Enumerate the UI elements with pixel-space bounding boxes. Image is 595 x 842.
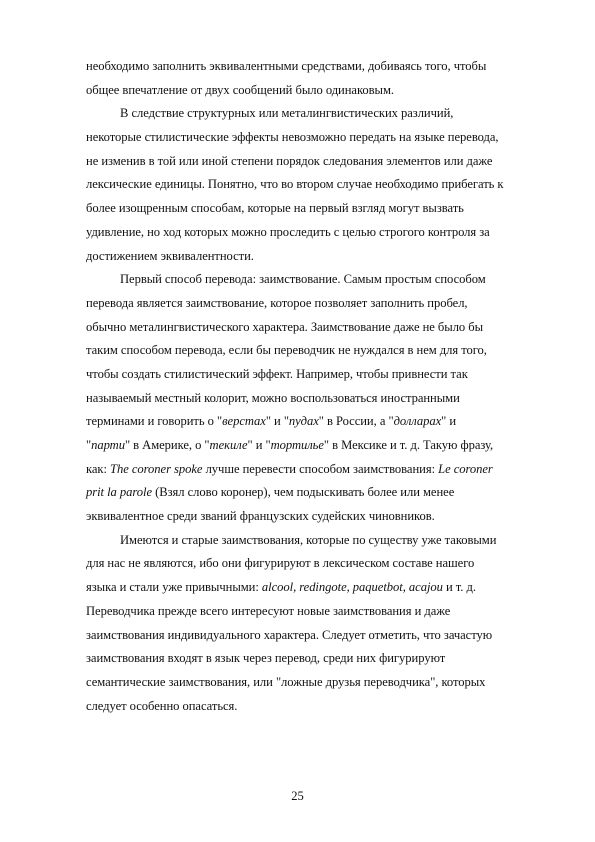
italic-example-english: The coroner spoke <box>110 461 203 476</box>
text-line: необходимо заполнить эквивалентными средствами, добиваясь того, чтобы <box>86 59 487 73</box>
text-line: эквивалентное среди званий французских судейских чиновников. <box>86 509 435 524</box>
paragraph-1 <box>86 55 536 102</box>
text-line: следует особенно опасаться. <box>86 698 238 713</box>
text-fragment: " в Америке, о " <box>124 438 210 452</box>
text-line: таким способом перевода, если бы переводчик не нуждался в нем для того, <box>86 343 487 358</box>
text-fragment: как: <box>86 461 111 476</box>
text-line: заимствования входят в язык через перевод, среди них фигурируют <box>86 651 446 666</box>
text-line: Переводчика прежде всего интересуют новые заимствования и даже <box>86 603 451 618</box>
italic-term: пудах <box>288 414 319 429</box>
text-line: семантические заимствования, или "ложные друзья переводчика", которых <box>86 674 486 689</box>
text-line: общее впечатление от двух сообщений было одинаковым. <box>86 82 394 97</box>
paragraph-3 <box>86 268 536 529</box>
text-fragment: " и " <box>265 414 289 429</box>
italic-example-french: prit la parole <box>86 485 153 500</box>
text-line: удивление, но ход которых можно проследить с целью строгого контроля за <box>86 224 490 239</box>
text-line: обычно металингвистического характера. Заимствование даже не было бы <box>86 319 484 334</box>
text-line <box>86 434 536 458</box>
text-line: Первый способ перевода: заимствование. Самым простым способом <box>120 272 486 287</box>
italic-example-french: Le coroner <box>438 461 493 476</box>
text-fragment: (Взял слово коронер), чем подыскивать более или менее <box>152 485 455 500</box>
text-fragment: " <box>86 438 92 452</box>
text-fragment: " и <box>441 414 457 429</box>
document-body <box>86 55 536 718</box>
italic-loanwords: alcool, redingote, paquetbot, acajou <box>261 580 443 595</box>
paragraph-4 <box>86 529 536 719</box>
text-line <box>86 458 536 482</box>
text-line: перевода является заимствование, которое позволяет заполнить пробел, <box>86 295 468 310</box>
text-line: некоторые стилистические эффекты невозможно передать на языке перевода, <box>86 130 499 145</box>
text-line: для нас не являются, ибо они фигурируют в лексическом составе нашего <box>86 556 475 571</box>
text-fragment: языка и стали уже привычными: <box>86 580 262 595</box>
text-fragment: " в России, а " <box>318 414 394 429</box>
text-fragment: терминами и говорить о " <box>86 414 223 429</box>
text-line: достижением эквивалентности. <box>86 248 254 263</box>
text-line: называемый местный колорит, можно воспользоваться иностранными <box>86 390 460 405</box>
text-fragment: " и " <box>247 438 271 452</box>
text-fragment: " в Мексике и т. д. Такую фразу, <box>323 438 494 452</box>
text-line: В следствие структурных или металингвистических различий, <box>120 106 454 121</box>
page-number: 25 <box>291 789 304 803</box>
text-line: лексические единицы. Понятно, что во втором случае необходимо прибегать к <box>86 177 504 192</box>
italic-term: долларах <box>393 414 442 429</box>
text-line: Имеются и старые заимствования, которые по существу уже таковыми <box>120 532 497 547</box>
italic-term: парти <box>91 438 125 452</box>
paragraph-2 <box>86 102 536 268</box>
text-line <box>86 410 536 434</box>
text-line: заимствования индивидуального характера. Следует отметить, что зачастую <box>86 627 493 642</box>
text-line <box>86 481 536 505</box>
italic-term: текиле <box>209 438 248 452</box>
italic-term: тортилье <box>270 438 324 452</box>
text-line: более изощренным способам, которые на первый взгляд могут вызвать <box>86 201 464 216</box>
text-fragment: и т. д. <box>442 580 476 595</box>
italic-term: верстах <box>222 414 266 429</box>
text-fragment: лучше перевести способом заимствования: <box>202 461 439 476</box>
text-line: чтобы создать стилистический эффект. Например, чтобы привнести так <box>86 366 468 381</box>
text-line <box>86 576 536 600</box>
text-line: не изменив в той или иной степени порядок следования элементов или даже <box>86 153 493 168</box>
